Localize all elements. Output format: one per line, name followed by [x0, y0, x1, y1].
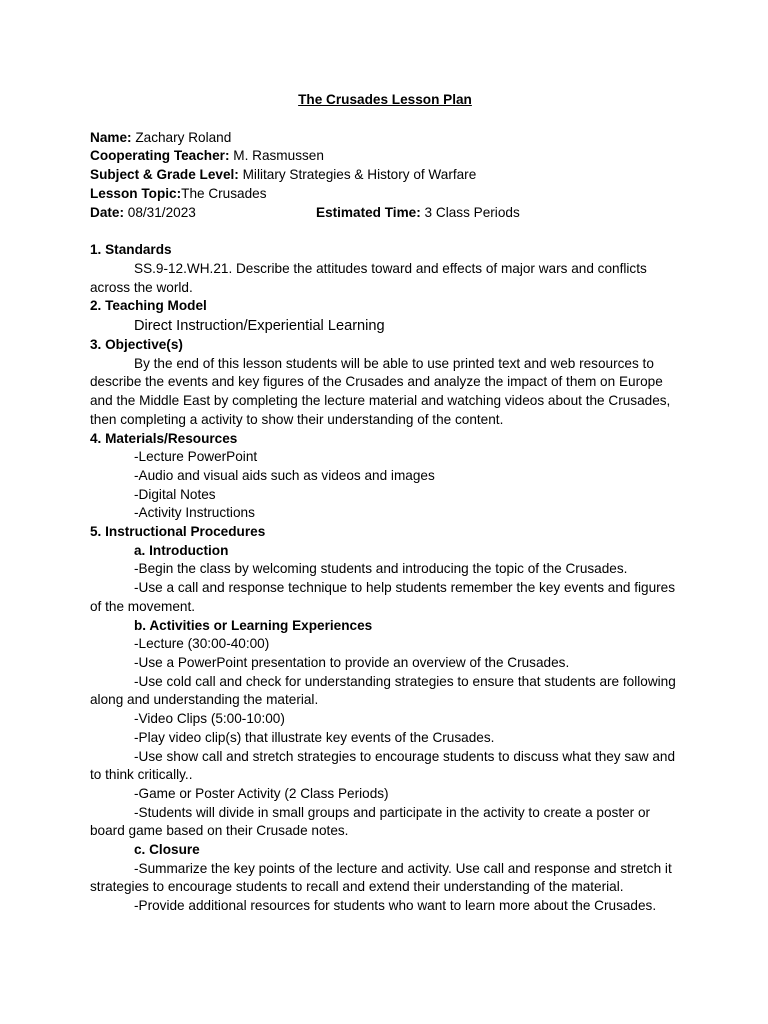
closure-heading: c. Closure: [134, 842, 200, 858]
teaching-model-heading: 2. Teaching Model: [90, 298, 207, 314]
procedure-line: -Lecture (30:00-40:00): [134, 636, 270, 652]
teaching-model-text: Direct Instruction/Experiential Learning: [134, 318, 385, 335]
list-item: -Lecture PowerPoint: [134, 449, 258, 465]
objectives-text: By the end of this lesson students will be able to use printed text and web resources to describe the events and key figures of the Crusades and analyze the impact of them on Europe and the Middle East by completing the lecture material and watching videos about the Crusades, then completing a activity to show their understanding of the content.: [90, 355, 671, 427]
objectives-heading: 3. Objective(s): [90, 337, 183, 353]
list-item: -Activity Instructions: [134, 505, 255, 521]
page-title: The Crusades Lesson Plan: [298, 92, 472, 107]
teacher-value: M. Rasmussen: [229, 148, 324, 164]
name-label: Name:: [90, 129, 132, 145]
date-row: [90, 204, 680, 223]
time-value: 3 Class Periods: [420, 204, 520, 220]
name-value: Zachary Roland: [131, 129, 232, 145]
standards-heading: 1. Standards: [90, 242, 172, 258]
list-item: -Audio and visual aids such as videos and images: [134, 467, 435, 483]
introduction-heading: a. Introduction: [134, 542, 229, 558]
estimated-time: [316, 204, 520, 223]
list-item: -Digital Notes: [134, 486, 216, 502]
topic-row: [90, 185, 680, 204]
procedure-line: -Begin the class by welcoming students and introducing the topic of the Crusades.: [134, 561, 628, 577]
procedure-line: -Summarize the key points of the lecture and activity. Use call and response and stretch it strategies to encourage students to recall and extend their understanding of the material.: [90, 860, 672, 895]
procedure-line: -Students will divide in small groups and participate in the activity to create a poster or board game based on their Crusade notes.: [90, 804, 651, 839]
teacher-label: Cooperating Teacher:: [90, 148, 230, 164]
procedure-line: -Video Clips (5:00-10:00): [134, 711, 285, 727]
procedure-line: -Use a PowerPoint presentation to provide an overview of the Crusades.: [134, 654, 570, 670]
procedures-heading: 5. Instructional Procedures: [90, 524, 266, 540]
date-value: 08/31/2023: [124, 204, 196, 220]
subject-value: Military Strategies & History of Warfare: [238, 167, 477, 183]
teacher-row: [90, 147, 680, 166]
document-page: [90, 91, 680, 916]
subject-label: Subject & Grade Level:: [90, 167, 239, 183]
topic-label: Lesson Topic:: [90, 185, 182, 201]
standards-text: SS.9-12.WH.21. Describe the attitudes toward and effects of major wars and conflicts across the world.: [90, 260, 647, 295]
activities-heading: b. Activities or Learning Experiences: [134, 617, 373, 633]
topic-value: The Crusades: [181, 185, 267, 201]
procedure-line: -Game or Poster Activity (2 Class Periods): [134, 785, 389, 801]
time-label: Estimated Time:: [316, 204, 421, 220]
procedure-line: -Use show call and stretch strategies to encourage students to discuss what they saw and to think critically..: [90, 748, 676, 783]
date-label: Date:: [90, 204, 124, 220]
procedure-line: -Use a call and response technique to help students remember the key events and figures of the movement.: [90, 580, 676, 614]
materials-list: [90, 448, 680, 523]
name-row: [90, 129, 680, 148]
procedure-line: -Provide additional resources for students who want to learn more about the Crusades.: [134, 898, 657, 914]
subject-row: [90, 166, 680, 185]
materials-heading: 4. Materials/Resources: [90, 430, 238, 446]
procedure-line: -Play video clip(s) that illustrate key events of the Crusades.: [134, 729, 495, 745]
procedure-line: -Use cold call and check for understanding strategies to ensure that students are following along and understanding the material.: [90, 673, 676, 708]
